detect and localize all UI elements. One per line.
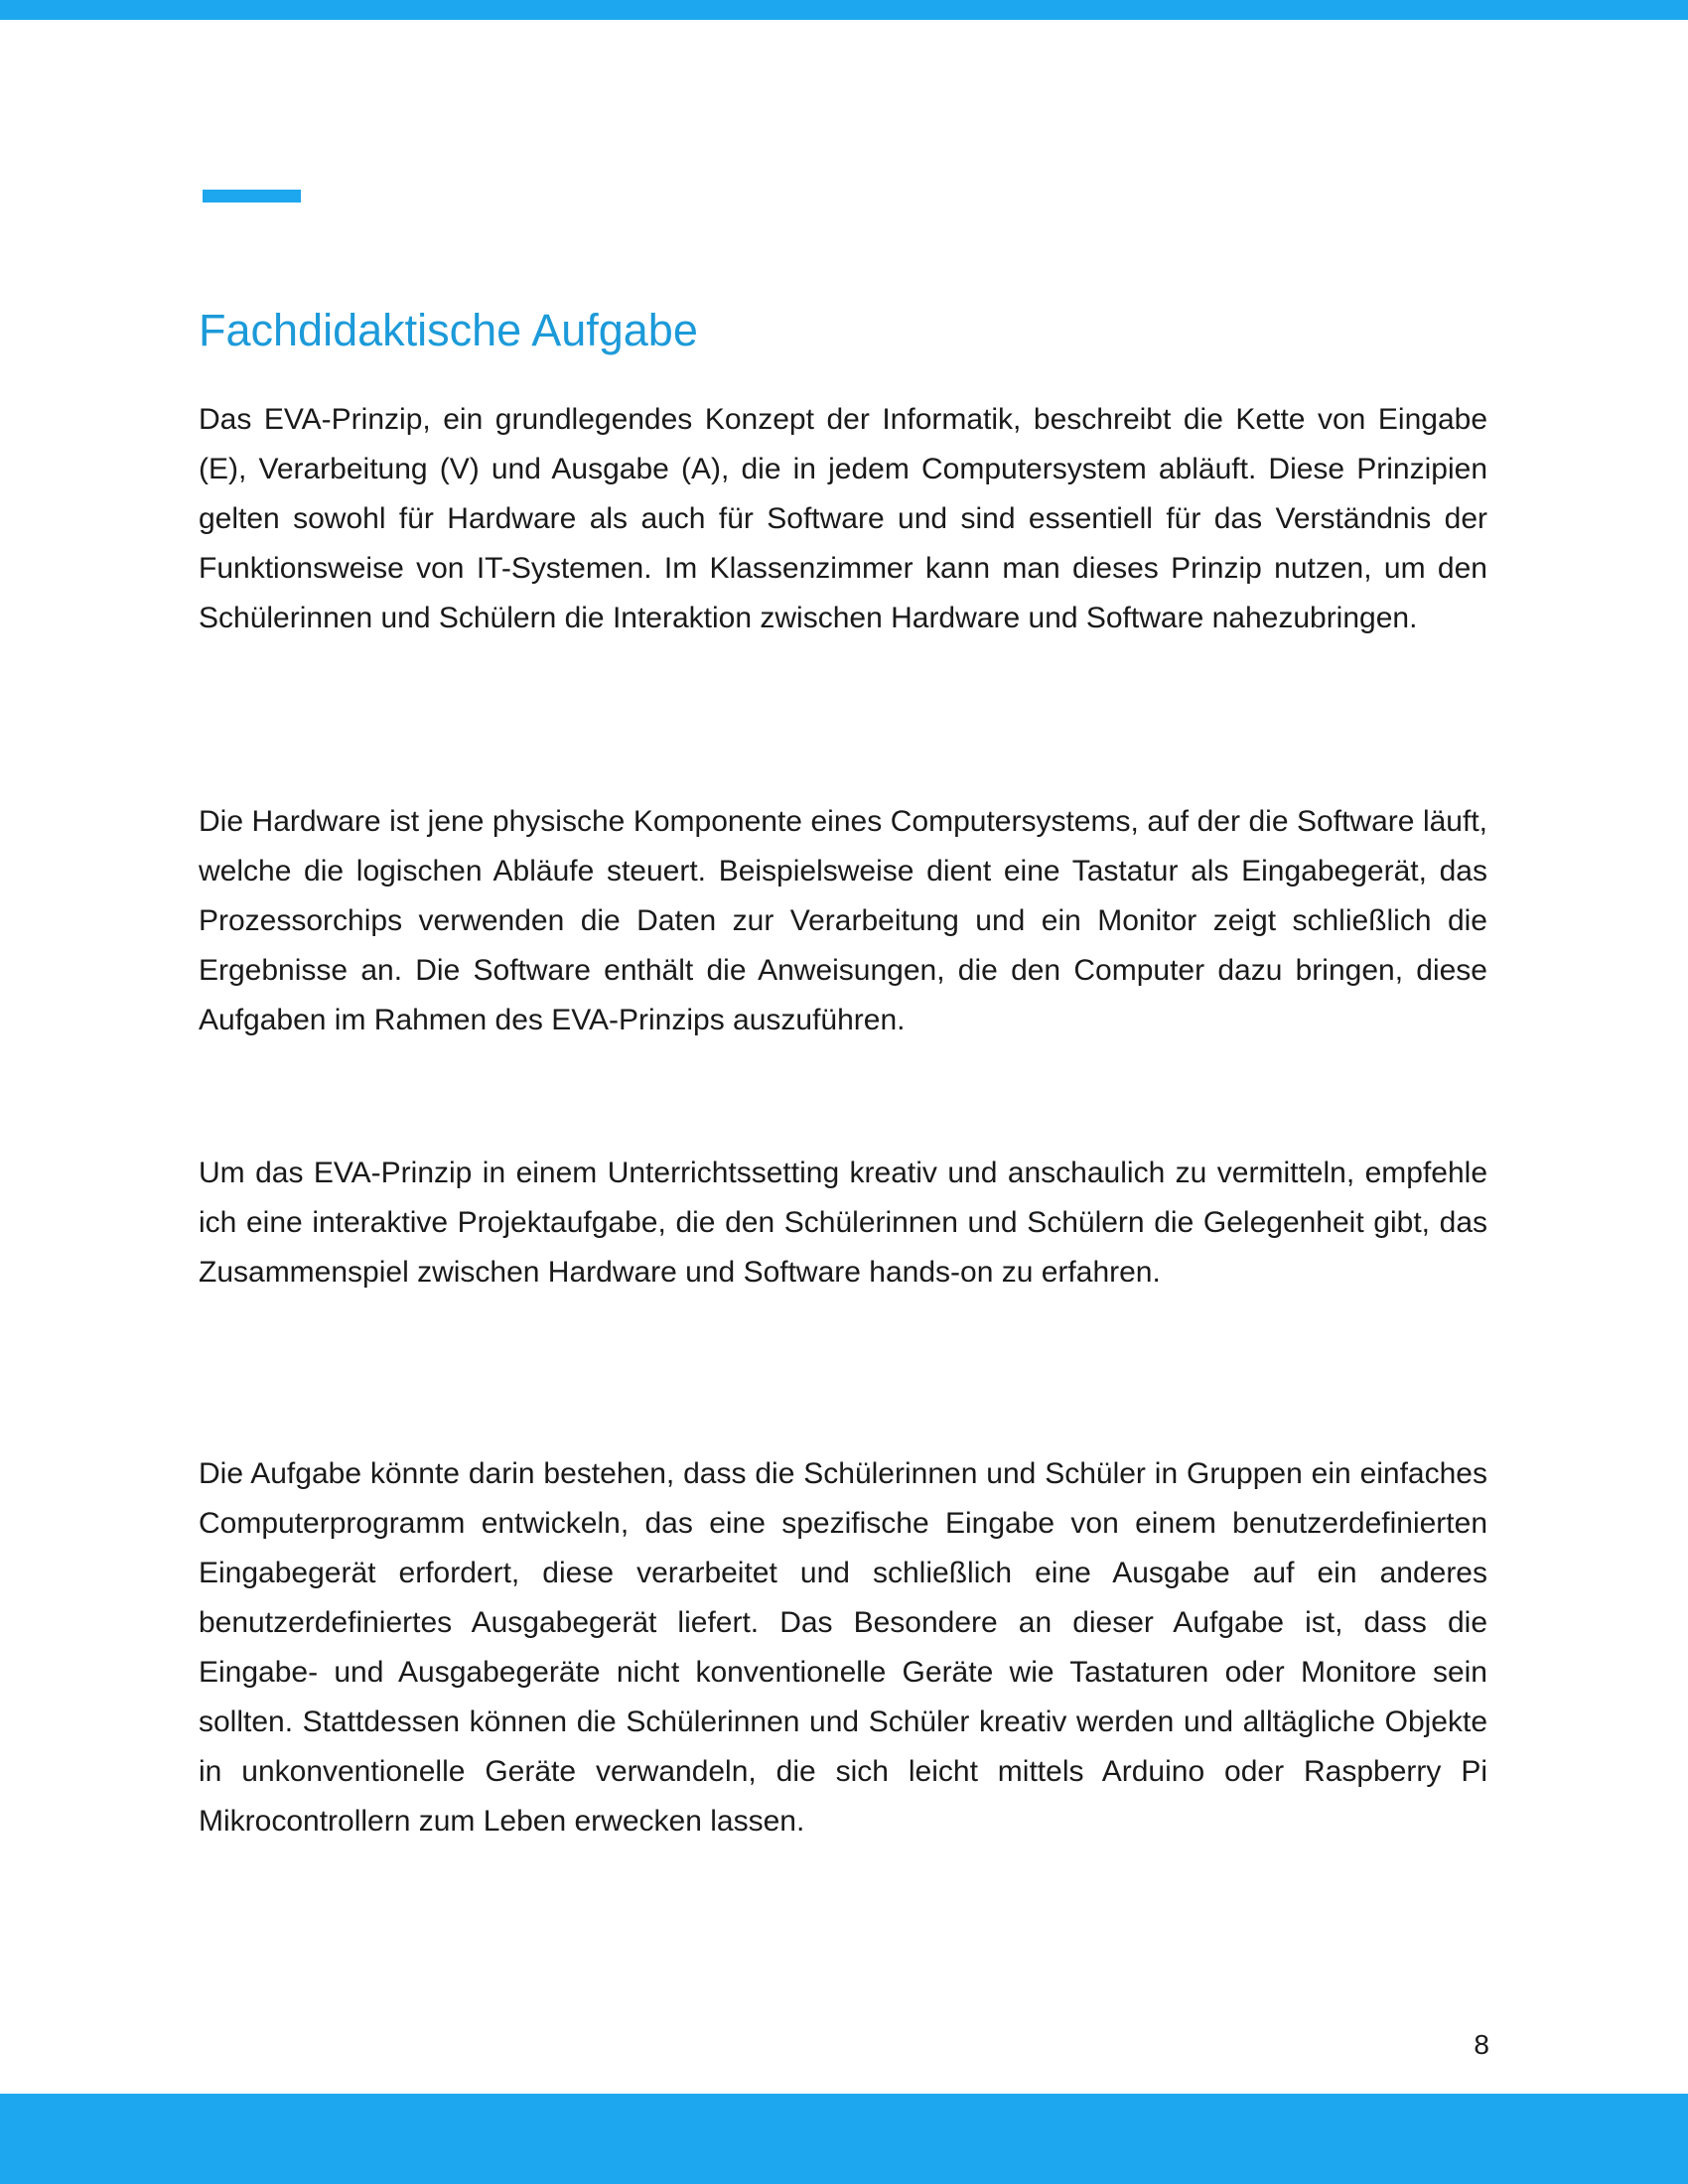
paragraph-hardware-software: Die Hardware ist jene physische Komponente eines Computersystems, auf der die Software läuft, welche die logischen Abläufe steuert. Beispielsweise dient eine Tastatur als Eingabegerät, das Prozessorchips verwenden die Daten zur Verarbeitung und ein Monitor zeigt schließlich die Ergebnisse an. Die Software enthält die Anweisungen, die den Computer dazu bringen, diese Aufgaben im Rahmen des EVA-Prinzips auszuführen. [199,805,1487,1036]
bottom-accent-bar [0,2094,1688,2184]
top-accent-bar [0,0,1688,20]
paragraph-eva-prinzip: Das EVA-Prinzip, ein grundlegendes Konzept der Informatik, beschreibt die Kette von Eingabe (E), Verarbeitung (V) und Ausgabe (A), die in jedem Computersystem abläuft. Diese Prinzipien gelten sowohl für Hardware als auch für Software und sind essentiell für das Verständnis der Funktionsweise von IT-Systemen. Im Klassenzimmer kann man dieses Prinzip nutzen, um den Schülerinnen und Schülern die Interaktion zwischen Hardware und Software nahezubringen. [199,403,1487,634]
paragraph-aufgabe-details: Die Aufgabe könnte darin bestehen, dass die Schülerinnen und Schüler in Gruppen ein einfaches Computerprogramm entwickeln, das eine spezifische Eingabe von einem benutzerdefinierten Eingabegerät erfordert, diese verarbeitet und schließlich eine Ausgabe auf ein anderes benutzerdefiniertes Ausgabegerät liefert. Das Besondere an dieser Aufgabe ist, dass die Eingabe- und Ausgabegeräte nicht konventionelle Geräte wie Tastaturen oder Monitore sein sollten. Stattdessen können die Schülerinnen und Schüler kreativ werden und alltägliche Objekte in unkonventionelle Geräte verwandeln, die sich leicht mittels Arduino oder Raspberry Pi Mikrocontrollern zum Leben erwecken lassen. [199,1457,1487,1838]
page-title: Fachdidaktische Aufgabe [199,305,698,355]
page-number: 8 [1474,2029,1489,2060]
heading-accent-rule [203,190,301,203]
paragraph-projektaufgabe: Um das EVA-Prinzip in einem Unterrichtssetting kreativ und anschaulich zu vermitteln, empfehle ich eine interaktive Projektaufgabe, die den Schülerinnen und Schülern die Gelegenheit gibt, das Zusammenspiel zwischen Hardware und Software hands-on zu erfahren. [199,1157,1487,1289]
